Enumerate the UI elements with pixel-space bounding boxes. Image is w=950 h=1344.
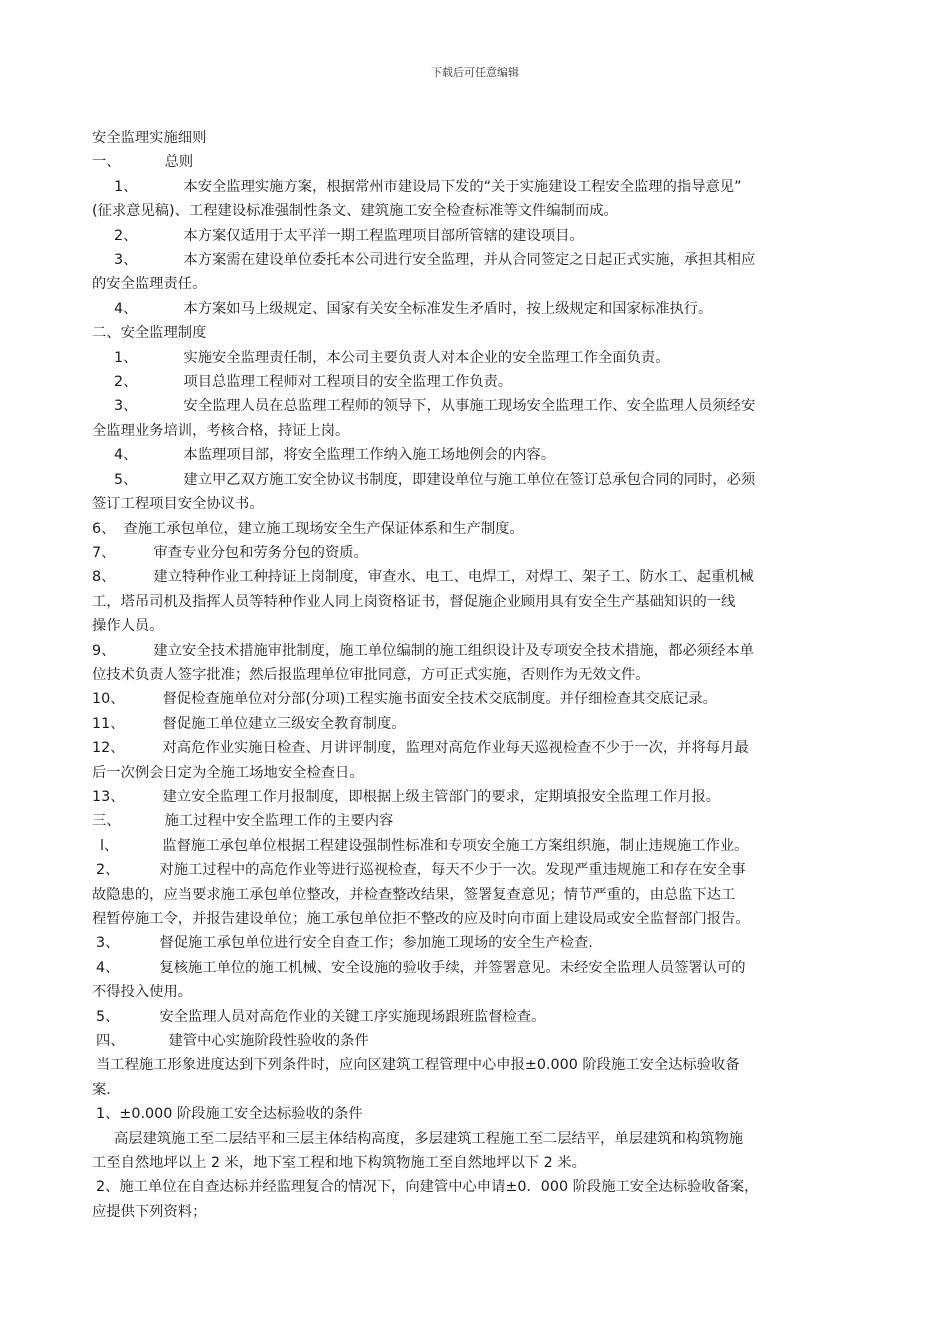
text-line <box>92 321 864 345</box>
list-marker: 8、 <box>92 569 116 586</box>
list-marker: 4、 <box>114 447 138 464</box>
list-marker: 1、 <box>114 349 138 366</box>
text-line <box>92 1005 864 1029</box>
text-line <box>92 834 864 858</box>
line-text: 二、安全监理制度 <box>92 325 207 342</box>
text-line <box>92 394 864 418</box>
line-text: 建立特种作业工种持证上岗制度，审查水、电工、电焊工，对焊工、架子工、防水工、起重机械 <box>153 569 754 586</box>
text-line <box>92 1053 864 1077</box>
list-marker: 12、 <box>92 740 125 757</box>
line-text: 签订工程项目安全协议书。 <box>92 496 264 513</box>
text-line <box>92 980 864 1004</box>
line-text: 本安全监理实施方案，根据常州市建设局下发的“关于实施建设工程安全监理的指导意见” <box>183 178 742 195</box>
line-text: 本方案仅适用于太平洋一期工程监理项目部所管辖的建设项目。 <box>183 227 584 244</box>
line-text: 安全监理实施细则 <box>92 130 207 146</box>
line-text: 总则 <box>164 154 194 171</box>
line-text: 建立安全技术措施审批制度，施工单位编制的施工组织设计及专项安全技术措施，都必须经本单 <box>153 642 754 659</box>
text-line <box>92 150 864 174</box>
line-text: 程暂停施工令，并报告建设单位；施工承包单位拒不整改的应及时向市面上建设局或安全监督部门报告。 <box>92 911 750 927</box>
text-line <box>92 248 864 272</box>
list-marker: 5、 <box>96 1008 120 1025</box>
line-text: 操作人员。 <box>92 618 164 635</box>
line-text: 对高危作业实施日检查、月讲评制度，监理对高危作业每天巡视检查不少于一次，并将每月最 <box>162 740 749 757</box>
line-text: 监督施工承包单位根据工程建设强制性标准和专项安全施工方案组织施，制止违规施工作业。 <box>162 837 749 854</box>
list-marker: 3、 <box>96 935 120 952</box>
line-text: 安全监理人员在总监理工程师的领导下，从事施工现场安全监理工作、安全监理人员须经安 <box>183 398 756 415</box>
text-line <box>92 1151 864 1175</box>
list-marker: 1、 <box>114 178 138 195</box>
text-line <box>92 785 864 809</box>
text-line <box>92 297 864 321</box>
text-line <box>92 663 864 687</box>
line-text: 案. <box>92 1081 111 1098</box>
text-line <box>92 614 864 638</box>
line-text: (征求意见稿)、工程建设标准强制性条文、建筑施工安全检查标准等文件编制而成。 <box>92 203 618 220</box>
text-line <box>92 370 864 394</box>
text-line <box>92 199 864 223</box>
line-text: 高层建筑施工至二层结平和三层主体结构高度，多层建筑工程施工至二层结平，单层建筑和构筑物施 <box>114 1130 744 1147</box>
text-line <box>92 224 864 248</box>
line-text: 不得投入使用。 <box>92 984 193 1001</box>
text-line <box>92 687 864 711</box>
text-line <box>92 443 864 467</box>
list-marker: 2、 <box>114 374 138 391</box>
list-marker: 6、 <box>92 520 116 537</box>
list-marker: 4、 <box>114 300 138 317</box>
text-line <box>92 1175 864 1199</box>
line-text: 督促检查施单位对分部(分项)工程实施书面安全技术交底制度。并仔细检查其交底记录。 <box>162 691 717 708</box>
list-marker: 2、 <box>114 227 138 244</box>
line-text: 应提供下列资料； <box>92 1203 207 1220</box>
line-text: 查施工承包单位，建立施工现场安全生产保证体系和生产制度。 <box>123 520 524 537</box>
line-text: 对施工过程中的高危作业等进行巡视检查，每天不少于一次。发现严重违规施工和存在安全事 <box>159 862 746 879</box>
line-text: 2、施工单位在自查达标并经监理复合的情况下，向建管中心申请±0．000 阶段施工安全达标验收备案， <box>96 1179 759 1196</box>
list-marker: 9、 <box>92 642 116 659</box>
line-text: 工，塔吊司机及指挥人员等特种作业人同上岗资格证书，督促施企业顾用具有安全生产基础知识的一线 <box>92 593 736 610</box>
text-line <box>92 1200 864 1224</box>
line-text: 督促施工单位建立三级安全教育制度。 <box>162 715 406 732</box>
list-marker: 2、 <box>96 862 120 879</box>
list-marker: l、 <box>100 837 119 854</box>
line-text: 督促施工承包单位进行安全自查工作；参加施工现场的安全生产检查. <box>159 935 593 952</box>
text-line <box>92 1102 864 1126</box>
line-text: 1、±0.000 阶段施工安全达标验收的条件 <box>96 1106 363 1123</box>
line-text: 建管中心实施阶段性验收的条件 <box>168 1033 369 1050</box>
list-marker: 三、 <box>92 813 121 830</box>
line-text: 全监理业务培训，考核合格，持证上岗。 <box>92 422 350 439</box>
line-text: 实施安全监理责任制，本公司主要负责人对本企业的安全监理工作全面负责。 <box>183 349 670 366</box>
line-text: 复核施工单位的施工机械、安全设施的验收手续，并签署意见。未经安全监理人员签署认可的 <box>159 959 746 976</box>
list-marker: 3、 <box>114 398 138 415</box>
text-line <box>92 492 864 516</box>
list-marker: 5、 <box>114 471 138 488</box>
text-line <box>92 1029 864 1053</box>
text-line <box>92 175 864 199</box>
text-line <box>92 761 864 785</box>
text-line <box>92 419 864 443</box>
line-text: 工至自然地坪以上 2 米，地下室工程和地下构筑物施工至自然地坪以下 2 米。 <box>92 1155 586 1172</box>
line-text: 当工程施工形象进度达到下列条件时，应向区建筑工程管理中心申报±0.000 阶段施工安全达标验收备 <box>96 1057 740 1074</box>
list-marker: 四、 <box>96 1033 125 1050</box>
text-line <box>92 931 864 955</box>
list-marker: 7、 <box>92 544 116 561</box>
text-line <box>92 346 864 370</box>
text-line <box>92 590 864 614</box>
page-header: 下载后可任意编辑 <box>431 66 519 79</box>
line-text: 后一次例会日定为全施工场地安全检查日。 <box>92 764 364 781</box>
line-text: 建立安全监理工作月报制度，即根据上级主管部门的要求，定期填报安全监理工作月报。 <box>162 788 721 805</box>
line-text: 建立甲乙双方施工安全协议书制度，即建设单位与施工单位在签订总承包合同的同时，必须 <box>183 471 756 488</box>
text-line <box>92 126 864 150</box>
text-line <box>92 565 864 589</box>
text-line <box>92 1078 864 1102</box>
text-line <box>92 468 864 492</box>
text-line <box>92 907 864 931</box>
line-text: 故隐患的，应当要求施工承包单位整改，并检查整改结果，签署复查意见；情节严重的，由总监下达工 <box>92 886 736 903</box>
line-text: 项目总监理工程师对工程项目的安全监理工作负责。 <box>183 374 513 391</box>
line-text: 本监理项目部，将安全监理工作纳入施工场地例会的内容。 <box>183 447 556 464</box>
text-line <box>92 1127 864 1151</box>
text-line <box>92 809 864 833</box>
text-line <box>92 956 864 980</box>
document-body <box>92 126 864 1224</box>
list-marker: 一、 <box>92 154 121 171</box>
line-text: 安全监理人员对高危作业的关键工序实施现场跟班监督检查。 <box>159 1008 546 1025</box>
line-text: 的安全监理责任。 <box>92 276 207 293</box>
text-line <box>92 712 864 736</box>
text-line <box>92 517 864 541</box>
text-line <box>92 272 864 296</box>
list-marker: 13、 <box>92 788 125 805</box>
line-text: 本方案如马上级规定、国家有关安全标准发生矛盾时，按上级规定和国家标准执行。 <box>183 300 713 317</box>
list-marker: 10、 <box>92 691 125 708</box>
line-text: 审查专业分包和劳务分包的资质。 <box>153 544 368 561</box>
line-text: 施工过程中安全监理工作的主要内容 <box>164 813 394 830</box>
text-line <box>92 858 864 882</box>
line-text: 位技术负责人签字批准；然后报监理单位审批同意，方可正式实施，否则作为无效文件。 <box>92 666 650 683</box>
list-marker: 3、 <box>114 252 138 269</box>
text-line <box>92 883 864 907</box>
text-line <box>92 541 864 565</box>
list-marker: 11、 <box>92 715 125 732</box>
list-marker: 4、 <box>96 959 120 976</box>
text-line <box>92 639 864 663</box>
line-text: 本方案需在建设单位委托本公司进行安全监理，并从合同签定之日起正式实施，承担其相应 <box>183 252 756 269</box>
text-line <box>92 736 864 760</box>
